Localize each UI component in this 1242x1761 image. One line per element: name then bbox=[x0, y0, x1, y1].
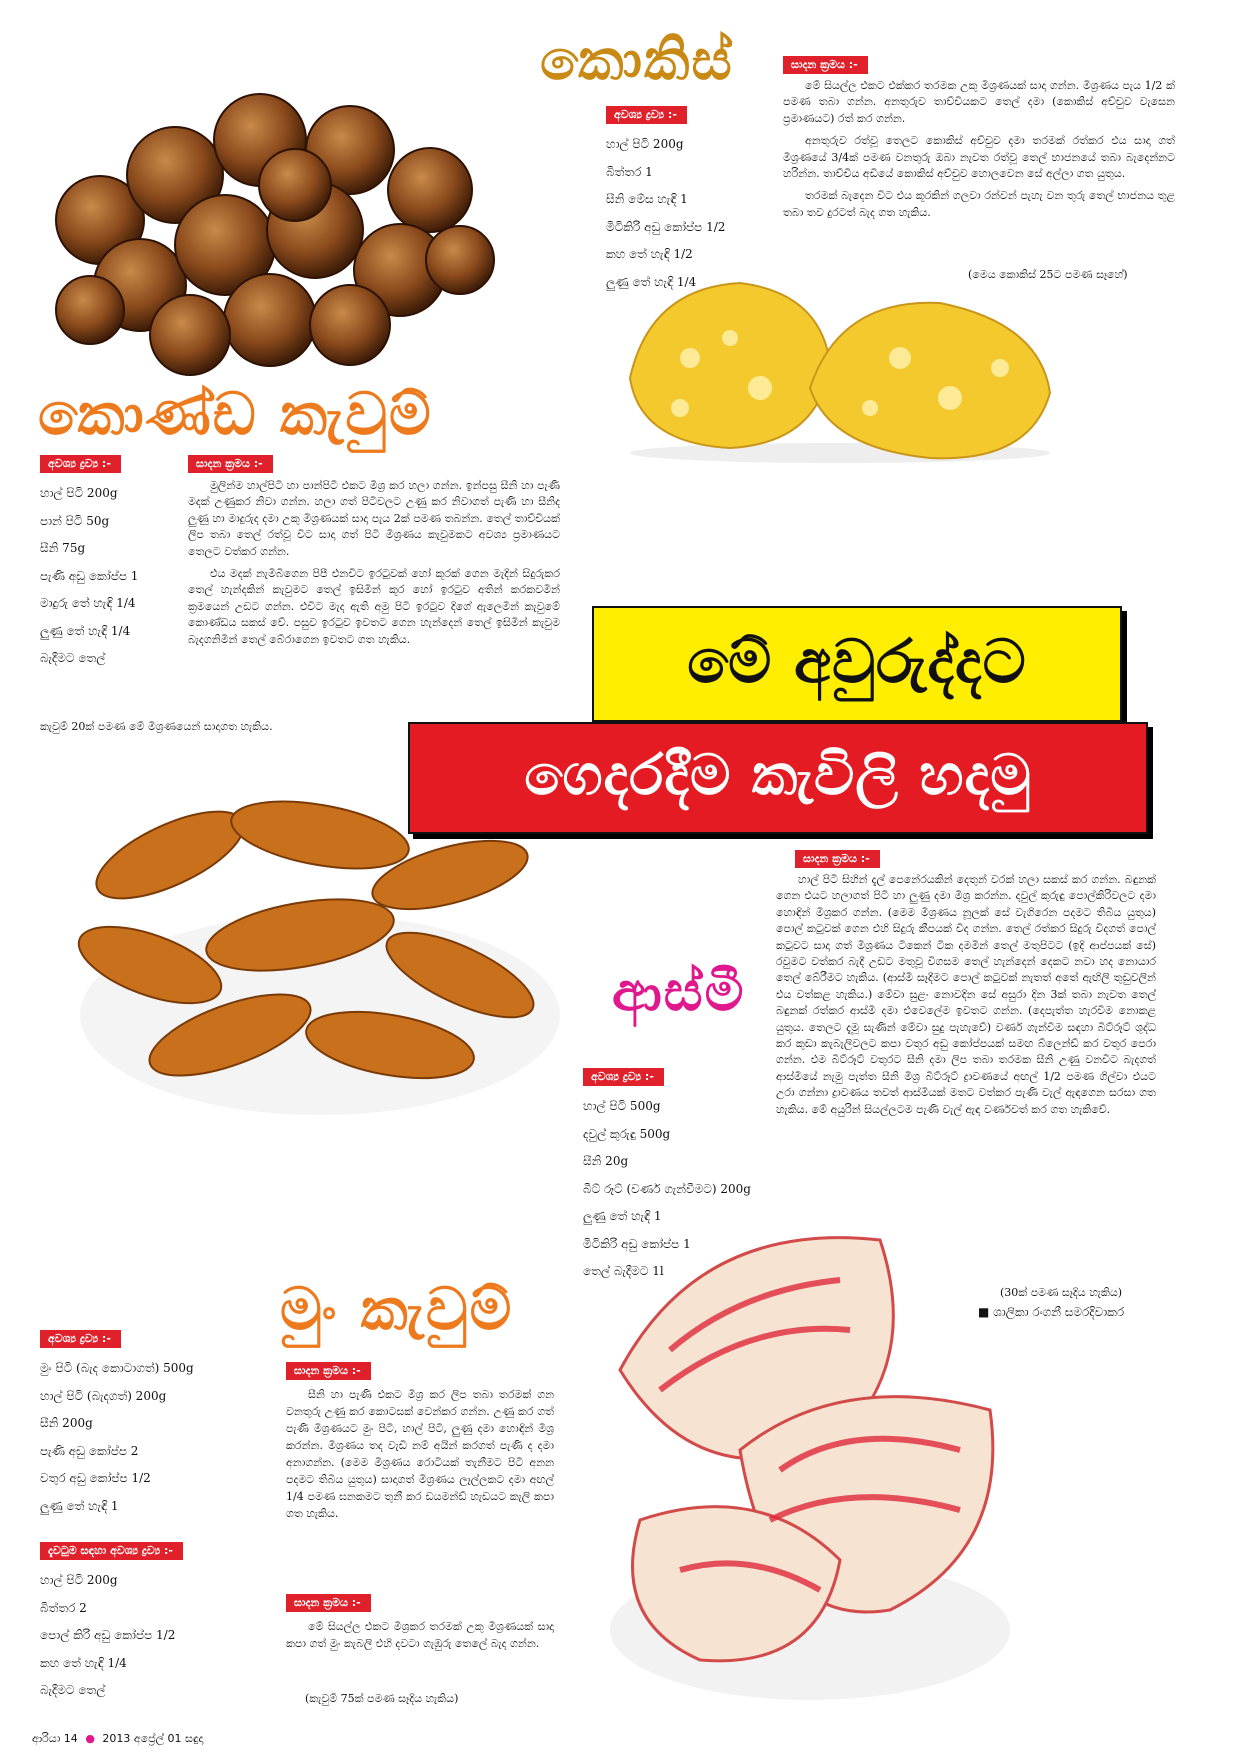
ingredient-item: බිත්තර 1 bbox=[606, 164, 653, 179]
kondakavum-method bbox=[188, 478, 560, 654]
method-paragraph: එය මදක් නැමිබිගෙන පිපී එනවිට ඉරටුවක් හෝ කූරක් ගෙන මැදින් සිදුරුකර තෙල් හැන්දකින් කැවුමට තෙල් ඉසිමින් කූර හෝ ඉරටුව අතින් කරකවමින් ක්‍රමයෙන් උඩට ගන්න. එවිට මැද ඇති අමු පිටි ඉරටුව දිගේ ඇලෙමින් කැවුමේ කොණ්ඩය සකස් වේ. පසුව ඉරටුව ඉවතට ගෙන හැන්දෙන් තෙල් ඉසිමින් කැවුම බැදගනිමින් තෙල් බේරාගෙන ඉවතට ගත හැකිය. bbox=[188, 567, 560, 646]
asmi-method-label: සාදන ක්‍රමය :- bbox=[795, 850, 880, 868]
ingredient-item: මිටිකිරි අඩු කෝප්ප 1/2 bbox=[606, 219, 726, 234]
method-paragraph: සීනි හා පැණි එකට මිශ්‍ර කර ලිප තබා තරමක් ගන වනතුරු උණු කර කොටසක් වෙන්කර ගන්න. උණු කර ගත් පැණි මිශ්‍රණයට මුං පිටි, හාල් පිටි, ලුණු දමා හොඳින් මිශ්‍ර කරන්න. මිශ්‍රණය තද වැඩි නම් අයින් කරගත් පැණි ද දමා අනාගන්න. (මෙම මිශ්‍රණය රොටියක් තැනීමට පිටි අනන පදමට තිබිය යුතුය) සාදාගත් මිශ්‍රණය ලෑල්ලකට දමා අඟල් 1/4 පමණ ඝනකමට තුනී කර ඩයමන්ඩ් හැඩයට කැලි කපා ගත හැකිය. bbox=[286, 1388, 554, 1520]
banner-red bbox=[408, 722, 1148, 834]
footer-dot-icon: ● bbox=[85, 1732, 95, 1745]
banner-yellow bbox=[592, 606, 1122, 722]
kokis-method-label: සාදන ක්‍රමය :- bbox=[783, 56, 868, 74]
ingredient-item: කහ තේ හැඳි 1/4 bbox=[40, 1655, 127, 1670]
banner-line2: ගෙදරදීම කැවිලි හදමු bbox=[524, 743, 1032, 808]
ingredient-item: තෙල් බැදීමට 1l bbox=[583, 1264, 664, 1278]
ingredient-item: හාල් පිටි 200g bbox=[40, 1573, 118, 1587]
ingredient-item: සීනි 75g bbox=[40, 541, 86, 555]
ingredient-item: පැණි අඩු කෝප්ප 2 bbox=[40, 1443, 139, 1458]
mung-coating-ingredients-label: දැවටුම සඳහා අවශ්‍ය ද්‍රව්‍ය :- bbox=[40, 1542, 183, 1560]
kokis-title: කොකිස් bbox=[540, 28, 734, 93]
ingredient-item: පාන් පිටි 50g bbox=[40, 513, 110, 528]
ingredient-item: පොල් කිරි අඩු කෝප්ප 1/2 bbox=[40, 1628, 176, 1642]
kondakavum-ingredients bbox=[40, 480, 138, 673]
mung-coating-ingredients bbox=[40, 1567, 175, 1705]
kondakavum-ingredients-label: අවශ්‍ය ද්‍රව්‍ය :- bbox=[40, 455, 121, 473]
mung-method2-label: සාදන ක්‍රමය :- bbox=[286, 1594, 371, 1612]
asmi-ingredients-label: අවශ්‍ය ද්‍රව්‍ය :- bbox=[583, 1068, 664, 1086]
banner-line1: මේ අවුරුද්දට bbox=[687, 627, 1027, 697]
asmi-title: ආස්මී bbox=[612, 960, 746, 1023]
mung-ingredients bbox=[40, 1355, 194, 1520]
mung-yield: (කැවුම් 75ක් පමණ සෑදිය හැකිය) bbox=[305, 1692, 459, 1705]
ingredient-item: දවුල් කුරුඳු 500g bbox=[583, 1126, 671, 1141]
ingredient-item: හාල් පිටි (බැදගත්) 200g bbox=[40, 1388, 167, 1403]
kokis-method bbox=[783, 78, 1175, 227]
ingredient-item: හාල් පිටි 200g bbox=[40, 486, 118, 500]
mung-title: මුං කැවුම් bbox=[280, 1275, 514, 1343]
asmi-ingredients bbox=[583, 1093, 751, 1286]
footer-page: ආරියා 14 bbox=[32, 1732, 78, 1745]
ingredient-item: මිටිකිරි අඩු කෝප්ප 1 bbox=[583, 1236, 691, 1251]
ingredient-item: මුං පිටි (බැද කොටාගත්) 500g bbox=[40, 1361, 194, 1375]
method-paragraph: හාල් පිටි සිහින් දැල් පෙනේරයකින් දෙතුන් වරක් හලා සකස් කර ගන්න. බඳුනක් ගෙන එයට හලාගත් පිටි හා ලුණු දමා මිශ්‍ර කරන්න. දවුල් කුරුඳු පොල්කිරිවලට දමා හොඳින් මිශ්‍රකර ගන්න. (මෙම මිශ්‍රණය නූලක් සේ වැගිරෙන පදමට තිබිය යුතුය) පොල් කටුවක් ගෙන එහි සිදුරු කීපයක් විද ගන්න. තෙල් රත්කර සිදුරු විදගත් පොල් කටුවට සාදා ගත් මිශ්‍රණය ටිකෙන් ටික දමමින් තෙල් මතුපිටට (ඉදි ආප්පයක් සේ) රවුමට වත්කර බැදී උඩට මතුවූ විගසම තෙල් හැන්දෙන් දෙකට නවා හද නොයාර තෙල් බේරීමට හැකිය. (ආස්මී සෑදීමට පොල් කටුවක් නැතත් අතේ ඇඟිලි තුඩුවලින් එය වත්කළ හැකිය.) මේවා සුළං නොවදින සේ අසුරා දින 3ක් තබා නැවත තෙල් බඳුනක් රත්කර ආස්මී දමා එවෙලේම ඉවතට ගන්න. (දෙපැත්ත හැරවීම නොකළ යුතුය. තෙලට දැමූ සැණින් මේවා සුදු පැහැවේ) වර්ණ ගැන්වීම සඳහා බීට්රූට් ශුද්ධ කර කුඩා කැබැලිවලට කපා වතුර අඩු කෝප්පයක් සමඟ බ්ලෙන්ඩ් කර වතුර පෙරා ගන්න. එම බීට්රූට් වතුරට සීනි දමා ලිප තබා තරමක සීනි උණු වනවිට බැදගත් ආස්මීයේ නැමු පැත්ත සීනි මිශ්‍ර බීට්රූට් ද්‍රාවණයේ අඟල් 1/2 පමණ ගිල්වා එයට උරා ගන්නා ද්‍රාවණය තවත් ආස්මියක් මතට වත්කර පැණි වැල් ඇඳගෙන සරසා ගත හැකිය. මේ අයුරින් සියල්ලටම පැණි වැල් ඇඳ වර්ණවත් කර ගත හැකිවේ. bbox=[776, 873, 1156, 1116]
asmi-author: ■ ශාලිකා රංගනී සමරදිවාකර bbox=[978, 1305, 1125, 1319]
ingredient-item: ලුණු තේ හැඳි 1/4 bbox=[40, 623, 131, 638]
ingredient-item: හාල් පිටි 500g bbox=[583, 1099, 661, 1113]
ingredient-item: සීනි 200g bbox=[40, 1416, 93, 1430]
mung-method2 bbox=[286, 1618, 554, 1658]
ingredient-item: ලුණු තේ හැඳි 1/4 bbox=[606, 274, 697, 289]
mung-method-label: සාදන ක්‍රමය :- bbox=[286, 1362, 371, 1380]
kokis-yield: (මෙය කොකිස් 25ට පමණ සෑහේ) bbox=[968, 268, 1128, 281]
ingredient-item: බිත්තර 2 bbox=[40, 1600, 87, 1615]
kondakavum-title: කොණ්ඩ කැවුම් bbox=[38, 380, 433, 448]
ingredient-item: වතුර අඩු කෝප්ප 1/2 bbox=[40, 1471, 151, 1485]
ingredient-item: බීට් රූට් (වර්ණ ගැන්වීමට) 200g bbox=[583, 1181, 751, 1196]
kokis-sweet-photo bbox=[610, 268, 1070, 468]
ingredient-item: බැදීමට තෙල් bbox=[40, 1683, 106, 1697]
ingredient-item: සීනි 20g bbox=[583, 1154, 629, 1168]
kondakavum-yield: කැවුම් 20ක් පමණ මේ මිශ්‍රණයෙන් සාදාගත හැකිය. bbox=[40, 720, 273, 733]
kokis-ingredients-label: අවශ්‍ය ද්‍රව්‍ය :- bbox=[606, 106, 687, 124]
method-paragraph: මුලින්ම හාල්පිටි හා පාන්පිටි එකට මිශ්‍ර කර හලා ගන්න. ඉන්පසු සීනි හා පැණි මදක් උණුකර නිවා ගන්න. හලා ගත් පිටිවලට උණු කර නිවාගත් පැණි හා සීනිද ලුණු හා මාදුරුද දමා උකු මිශ්‍රණයක් සාදා පැය 2ක් පමණ තබන්න. තෙල් තාච්චියක් ලිප තබා තෙල් රත්වූ විට සාදා ගත් පිටි මිශ්‍රණය කැවුමකට අවශ්‍ය ප්‍රමාණයට තෙලට වත්කර ගන්න. bbox=[188, 479, 560, 558]
ingredient-item: ලුණු තේ හැඳි 1 bbox=[583, 1209, 662, 1223]
ingredient-item: පැණි අඩු කෝප්ප 1 bbox=[40, 568, 139, 583]
footer bbox=[32, 1732, 203, 1746]
kondakavum-method-label: සාදන ක්‍රමය :- bbox=[188, 455, 273, 473]
kokis-ingredients bbox=[606, 131, 725, 296]
kokis-photo bbox=[30, 70, 510, 380]
method-paragraph: මේ සියල්ල එකට මිශ්‍රකර තරමක් උකු මිශ්‍රණයක් සාදා කපා ගත් මුං කැබලි එහි දවටා ගැඹුරු තෙලේ බැද ගන්න. bbox=[286, 1620, 554, 1650]
ingredient-item: සීනි මේස හැඳි 1 bbox=[606, 192, 688, 206]
ingredient-item: බැදීමට තෙල් bbox=[40, 651, 106, 665]
mung-ingredients-label: අවශ්‍ය ද්‍රව්‍ය :- bbox=[40, 1330, 121, 1348]
ingredient-item: කහ තේ හැඳි 1/2 bbox=[606, 247, 693, 261]
method-paragraph: තරමක් බැදෙන විට එය කූරකින් ගලවා රන්වන් පැහැ වන තුරු තෙල් භාජනය තුළ තබා තව දුරටත් බැද ගත හැකිය. bbox=[783, 189, 1175, 219]
ingredient-item: හාල් පිටි 200g bbox=[606, 137, 684, 151]
mung-method bbox=[286, 1386, 554, 1528]
asmi-method bbox=[776, 872, 1156, 1124]
ingredient-item: ලුණු තේ හැඳි 1 bbox=[40, 1498, 119, 1513]
method-paragraph: මේ සියල්ල එකට එක්කර තරමක උකු මිශ්‍රණයක් සාදා ගන්න. මිශ්‍රණය පැය 1/2 ක් පමණ තබා ගන්න. අනතුරුව තාච්චියකට තෙල් දමා (කොකිස් අච්චුව වැසෙන ප්‍රමාණයට) රත් කර ගන්න. bbox=[783, 79, 1175, 125]
ingredient-item: මාදුරු තේ හැඳි 1/4 bbox=[40, 596, 136, 610]
method-paragraph: අනතුරුව රත්වූ තෙලට කොකිස් අච්චුව දමා තරමක් රත්කර එය සාදා ගත් මිශ්‍රණයේ 3/4ක් පමණ වනතුරු ඔබා නැවත රත්වූ තෙල් භාජනයේ තබා බැදෙන්නට හරින්න. තාච්චිය අඩියේ කොකිස් අච්චුව හොලවෙන සේ අල්ලා ගත යුතුය. bbox=[783, 134, 1175, 181]
footer-date: 2013 අප්‍රේල් 01 සඳුදා bbox=[102, 1732, 204, 1745]
asmi-yield: (30ක් පමණ සෑදිය හැකිය) bbox=[1000, 1286, 1123, 1299]
